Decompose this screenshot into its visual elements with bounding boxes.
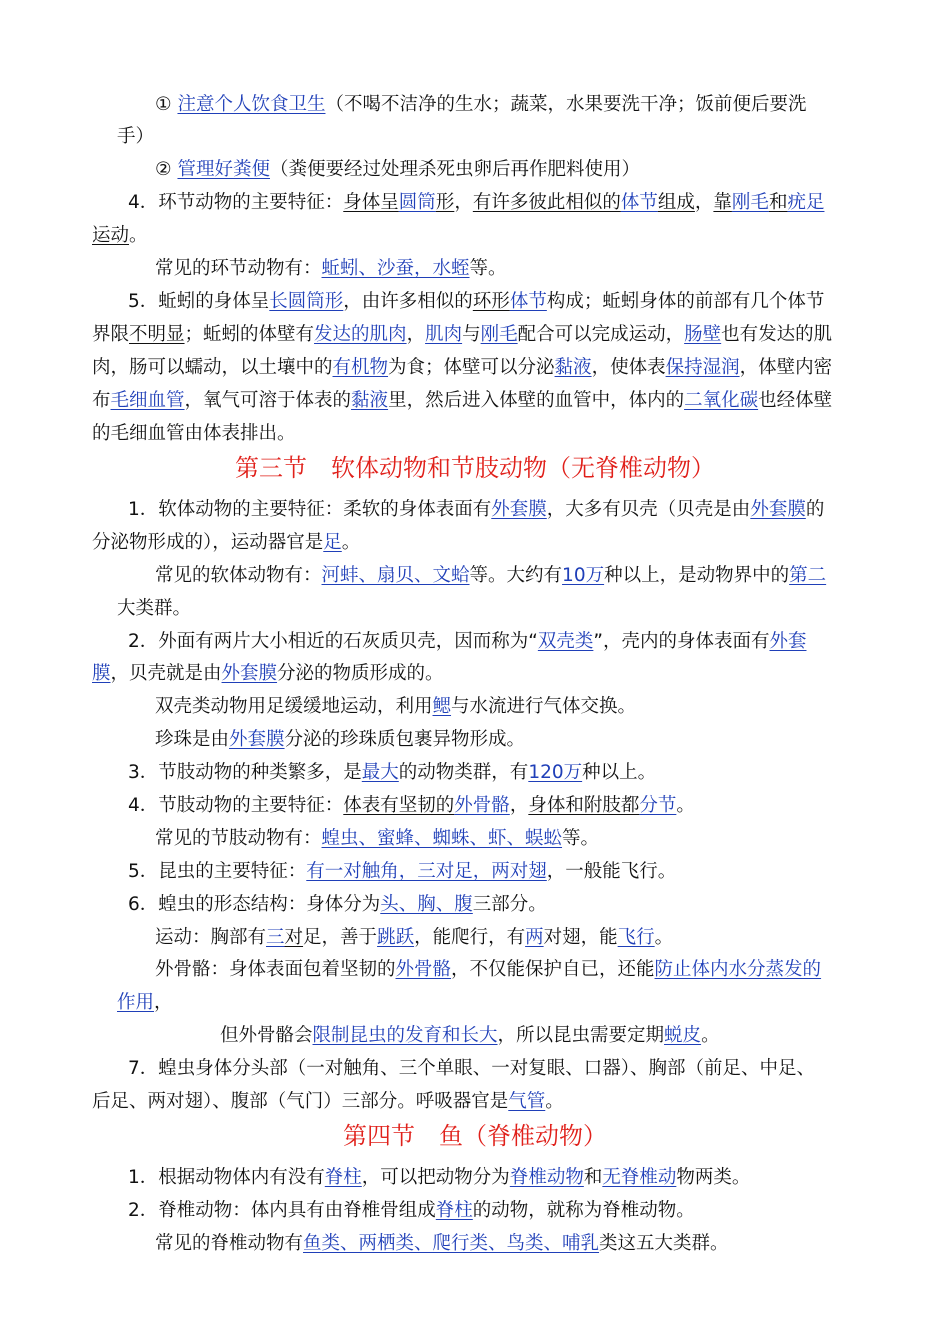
key-term: 无脊椎动 bbox=[602, 1167, 677, 1188]
underlined-text: 环形 bbox=[472, 291, 510, 312]
text-segment: 常见的脊椎动物有 bbox=[155, 1233, 304, 1254]
text-line bbox=[128, 1165, 750, 1191]
text-segment: 5．昆虫的主要特征： bbox=[128, 861, 307, 882]
key-term: 防止体内水分蒸发的 bbox=[654, 959, 822, 980]
text-segment: ② bbox=[155, 159, 178, 180]
text-segment: （不喝不洁净的生水；蔬菜，水果要洗干净；饭前便后要洗 bbox=[325, 94, 807, 115]
text-segment: 。 bbox=[341, 532, 361, 553]
text-line bbox=[92, 355, 832, 381]
text-segment: 1．根据动物体内有没有 bbox=[128, 1167, 325, 1188]
text-segment: 和 bbox=[583, 1167, 603, 1188]
text-line bbox=[128, 190, 824, 216]
text-segment: 3．节肢动物的种类繁多，是 bbox=[128, 762, 362, 783]
text-segment: ，不仅能保护自已，还能 bbox=[451, 959, 655, 980]
text-segment: ”，壳内的身体表面有 bbox=[593, 631, 770, 652]
text-segment: ，大多有贝壳（贝壳是由 bbox=[546, 499, 751, 520]
underlined-text: 有许多彼此相似的 bbox=[472, 192, 621, 213]
text-line bbox=[128, 760, 656, 786]
text-line bbox=[155, 694, 636, 720]
text-line bbox=[155, 1231, 729, 1257]
underlined-text: 运动 bbox=[92, 225, 130, 246]
text-line bbox=[92, 322, 832, 348]
text-segment: 类这五大类群。 bbox=[599, 1233, 729, 1254]
text-segment: 足，善于 bbox=[303, 927, 378, 948]
key-term: 三 bbox=[266, 927, 285, 948]
text-segment: ，一般能飞行。 bbox=[546, 861, 677, 882]
text-segment: 物两类。 bbox=[676, 1167, 751, 1188]
text-line bbox=[92, 223, 148, 249]
text-line bbox=[117, 124, 154, 150]
key-term: 最大 bbox=[361, 762, 399, 783]
key-term: 河蚌、扇贝、文蛤 bbox=[321, 565, 470, 586]
text-line bbox=[155, 826, 599, 852]
text-segment: 常见的环节动物有： bbox=[155, 258, 322, 279]
text-line bbox=[128, 793, 695, 819]
text-segment: 。 bbox=[129, 225, 148, 246]
text-line bbox=[128, 1056, 815, 1082]
key-term: 双壳类 bbox=[537, 631, 594, 652]
underlined-text: 对 bbox=[284, 927, 304, 948]
text-line bbox=[220, 1023, 720, 1049]
key-term: 脊柱 bbox=[435, 1200, 473, 1221]
text-line bbox=[128, 629, 806, 655]
text-segment: ，体壁内密 bbox=[739, 357, 833, 378]
text-segment: 2．外面有两片大小相近的石灰质贝壳，因而称为“ bbox=[128, 631, 538, 652]
text-line bbox=[155, 563, 826, 589]
key-term: 外骨骼 bbox=[454, 795, 510, 816]
key-term: 管理好粪便 bbox=[177, 159, 270, 180]
text-line bbox=[117, 990, 173, 1016]
key-term: 飞行 bbox=[617, 927, 655, 948]
key-term: 两 bbox=[525, 927, 544, 948]
key-term: 肠壁 bbox=[684, 324, 722, 345]
text-line bbox=[92, 530, 360, 556]
text-line bbox=[128, 289, 824, 315]
text-line bbox=[117, 596, 191, 622]
text-line bbox=[128, 1198, 695, 1224]
key-term: 外套膜 bbox=[491, 499, 547, 520]
underlined-text: 靠 bbox=[713, 192, 732, 213]
key-term: 蝗虫、蜜蜂、蜘蛛、虾、蜈蚣 bbox=[321, 828, 563, 849]
text-segment: 6．蝗虫的形态结构：身体分为 bbox=[128, 894, 381, 915]
key-term: 外骨骼 bbox=[395, 959, 452, 980]
text-segment: 等。 bbox=[469, 258, 507, 279]
text-segment: 但外骨骼会 bbox=[220, 1025, 313, 1046]
text-segment: ；蚯蚓的体壁有 bbox=[184, 324, 315, 345]
key-term: 蜕皮 bbox=[664, 1025, 702, 1046]
text-segment: ， bbox=[454, 192, 473, 213]
text-segment: 分泌的珍珠质包裹异物形成。 bbox=[284, 729, 526, 750]
text-segment: 。 bbox=[701, 1025, 720, 1046]
text-segment: 双壳类动物用足缓缓地运动，利用 bbox=[155, 696, 433, 717]
text-segment: 手） bbox=[117, 126, 155, 147]
key-term: 气管 bbox=[508, 1091, 546, 1112]
text-segment: 与水流进行气体交换。 bbox=[451, 696, 637, 717]
text-segment: ，所以昆虫需要定期 bbox=[497, 1025, 665, 1046]
underlined-text: 不明显 bbox=[129, 324, 185, 345]
key-term: 长圆筒形 bbox=[269, 291, 344, 312]
text-segment: 4．节肢动物的主要特征： bbox=[128, 795, 344, 816]
key-term: 二氧化碳 bbox=[684, 390, 759, 411]
section-heading: 第三节 软体动物和节肢动物（无脊椎动物） bbox=[235, 454, 715, 482]
text-line bbox=[92, 388, 832, 414]
key-term: 120万 bbox=[528, 762, 583, 783]
text-segment: ，能爬行，有 bbox=[414, 927, 526, 948]
key-term: 外套膜 bbox=[750, 499, 806, 520]
text-segment: 构成；蚯蚓身体的前部有几个体节 bbox=[546, 291, 825, 312]
key-term: 外套 bbox=[769, 631, 807, 652]
key-term: 10万 bbox=[562, 565, 605, 586]
text-segment: 里，然后进入体壁的血管中，体内的 bbox=[388, 390, 685, 411]
key-term: 有一对触角，三对足，两对翅 bbox=[306, 861, 547, 882]
text-segment: 的毛细血管由体表排出。 bbox=[92, 423, 296, 444]
underlined-text: 身体呈 bbox=[343, 192, 399, 213]
text-segment: 常见的节肢动物有： bbox=[155, 828, 322, 849]
key-term: 第二 bbox=[789, 565, 827, 586]
key-term: 保持湿润 bbox=[665, 357, 740, 378]
key-term: 脊椎动物 bbox=[509, 1167, 584, 1188]
text-line bbox=[92, 421, 296, 447]
key-term: 跳跃 bbox=[377, 927, 415, 948]
text-segment: ，可以把动物分为 bbox=[361, 1167, 510, 1188]
text-segment: 的 bbox=[805, 499, 825, 520]
text-segment: 1．软体动物的主要特征：柔软的身体表面有 bbox=[128, 499, 492, 520]
text-segment: 后足、两对翅）、腹部（气门）三部分。呼吸器官是 bbox=[92, 1091, 509, 1112]
text-line bbox=[128, 859, 676, 885]
text-segment: 三部分。 bbox=[472, 894, 547, 915]
text-line bbox=[155, 727, 525, 753]
text-line bbox=[92, 1089, 564, 1115]
underlined-text: 形 bbox=[435, 192, 455, 213]
key-term: 注意个人饮食卫生 bbox=[177, 94, 326, 115]
text-line bbox=[155, 256, 507, 282]
key-term: 外套膜 bbox=[229, 729, 285, 750]
text-segment: 分泌的物质形成的。 bbox=[277, 663, 444, 684]
text-segment: 配合可以完成运动， bbox=[517, 324, 685, 345]
text-segment: 外骨骼：身体表面包着坚韧的 bbox=[155, 959, 396, 980]
key-term: 鱼类、两栖类、爬行类、鸟类、哺乳 bbox=[303, 1233, 600, 1254]
key-term: 足 bbox=[323, 532, 342, 553]
text-segment: ，由许多相似的 bbox=[343, 291, 473, 312]
key-term: 体节 bbox=[620, 192, 658, 213]
text-segment: 4．环节动物的主要特征： bbox=[128, 192, 344, 213]
text-line bbox=[155, 92, 807, 118]
key-term: 肌肉 bbox=[425, 324, 463, 345]
text-segment: 与 bbox=[462, 324, 481, 345]
text-line bbox=[92, 661, 444, 687]
text-segment: 对翅，能 bbox=[543, 927, 618, 948]
text-segment: 种以上，是动物界中的 bbox=[604, 565, 790, 586]
text-segment: 等。大约有 bbox=[469, 565, 563, 586]
text-segment: ，氧气可溶于体表的 bbox=[184, 390, 352, 411]
text-segment: 的动物，就称为脊椎动物。 bbox=[472, 1200, 695, 1221]
text-segment: ， bbox=[509, 795, 529, 816]
text-segment: ，贝壳就是由 bbox=[110, 663, 222, 684]
text-segment: 。 bbox=[654, 927, 674, 948]
text-segment: 2．脊椎动物：体内具有由脊椎骨组成 bbox=[128, 1200, 436, 1221]
text-segment: 运动：胸部有 bbox=[155, 927, 267, 948]
text-segment: ， bbox=[406, 324, 426, 345]
text-segment: 也经体壁 bbox=[758, 390, 833, 411]
text-line bbox=[155, 157, 640, 183]
key-term: 鳃 bbox=[432, 696, 452, 717]
key-term: 有机物 bbox=[332, 357, 389, 378]
text-segment: 为食；体壁可以分泌 bbox=[388, 357, 555, 378]
text-segment: 。 bbox=[676, 795, 695, 816]
text-segment: ， bbox=[154, 992, 173, 1013]
key-term: 膜 bbox=[92, 663, 111, 684]
text-segment: ① bbox=[155, 94, 178, 115]
text-segment: 肉，肠可以蠕动，以土壤中的 bbox=[92, 357, 333, 378]
underlined-text: 组成 bbox=[657, 192, 695, 213]
key-term: 蚯蚓、沙蚕，水蛭 bbox=[321, 258, 470, 279]
text-segment: 大类群。 bbox=[117, 598, 192, 619]
key-term: 黏液 bbox=[554, 357, 592, 378]
text-segment: 布 bbox=[92, 390, 111, 411]
key-term: 刚毛 bbox=[731, 192, 769, 213]
text-segment: 的动物类群，有 bbox=[398, 762, 529, 783]
key-term: 圆筒 bbox=[398, 192, 436, 213]
text-segment: ， bbox=[694, 192, 714, 213]
underlined-text: 和 bbox=[768, 192, 788, 213]
text-segment: 5．蚯蚓的身体呈 bbox=[128, 291, 270, 312]
text-segment: 也有发达的肌 bbox=[721, 324, 833, 345]
text-segment: 常见的软体动物有： bbox=[155, 565, 322, 586]
text-segment: 界限 bbox=[92, 324, 130, 345]
key-term: 脊柱 bbox=[324, 1167, 362, 1188]
key-term: 体节 bbox=[509, 291, 547, 312]
text-line bbox=[128, 497, 824, 523]
underlined-text: 体表有坚韧的 bbox=[343, 795, 455, 816]
key-term: 黏液 bbox=[351, 390, 389, 411]
key-term: 疣足 bbox=[787, 192, 825, 213]
text-segment: 种以上。 bbox=[582, 762, 657, 783]
section-heading: 第四节 鱼（脊椎动物） bbox=[343, 1122, 607, 1150]
key-term: 作用 bbox=[117, 992, 155, 1013]
key-term: 毛细血管 bbox=[110, 390, 185, 411]
text-segment: 珍珠是由 bbox=[155, 729, 230, 750]
underlined-text: 身体和附肢都 bbox=[528, 795, 640, 816]
text-line bbox=[155, 957, 821, 983]
key-term: 外套膜 bbox=[221, 663, 278, 684]
text-segment: 。 bbox=[545, 1091, 564, 1112]
text-line bbox=[128, 892, 547, 918]
key-term: 限制昆虫的发育和长大 bbox=[312, 1025, 498, 1046]
key-term: 头、胸、腹 bbox=[380, 894, 473, 915]
text-segment: 分泌物形成的），运动器官是 bbox=[92, 532, 324, 553]
text-segment: 等。 bbox=[562, 828, 600, 849]
text-line bbox=[155, 925, 673, 951]
key-term: 分节 bbox=[639, 795, 677, 816]
text-segment: ，使体表 bbox=[591, 357, 666, 378]
text-segment: 7．蝗虫身体分头部（一对触角、三个单眼、一对复眼、口器）、胸部（前足、中足、 bbox=[128, 1058, 816, 1079]
text-segment: （粪便要经过处理杀死虫卵后再作肥料使用） bbox=[269, 159, 640, 180]
key-term: 刚毛 bbox=[480, 324, 518, 345]
key-term: 发达的肌肉 bbox=[314, 324, 407, 345]
